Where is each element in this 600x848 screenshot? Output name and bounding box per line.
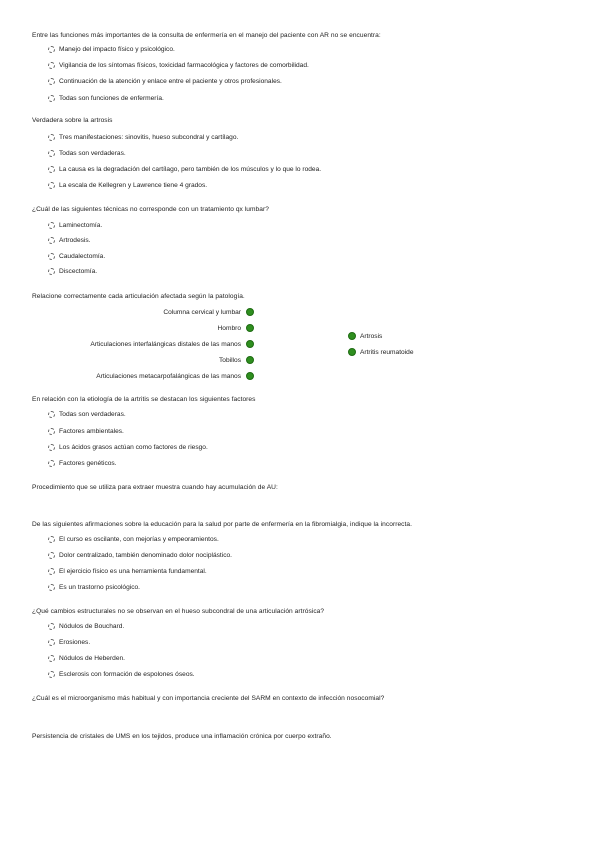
question-3-text: ¿Cuál de las siguientes técnicas no corresponde con un tratamiento qx lumbar? bbox=[32, 206, 269, 213]
question-7-option-4[interactable]: Es un trastorno psicológico. bbox=[48, 584, 140, 591]
match-dot-icon[interactable] bbox=[246, 308, 254, 316]
question-5-option-4[interactable]: Factores genéticos. bbox=[48, 460, 117, 467]
open-question-1-text: Procedimiento que se utiliza para extraer muestra cuando hay acumulación de AU: bbox=[32, 484, 278, 491]
match-right-item-1[interactable]: Artrosis bbox=[348, 332, 382, 340]
question-7-option-1[interactable]: El curso es oscilante, con mejorías y empeoramientos. bbox=[48, 536, 219, 543]
question-5-option-1[interactable]: Todas son verdaderas. bbox=[48, 411, 126, 418]
question-1-option-4[interactable]: Todas son funciones de enfermería. bbox=[48, 95, 164, 102]
question-3-option-1[interactable]: Laminectomía. bbox=[48, 222, 102, 229]
match-dot-icon[interactable] bbox=[348, 348, 356, 356]
question-1-option-2[interactable]: Vigilancia de los síntomas físicos, toxicidad farmacológica y factores de comorbilidad. bbox=[48, 62, 309, 69]
question-2-option-4[interactable]: La escala de Kellegren y Lawrence tiene 4 grados. bbox=[48, 182, 207, 189]
question-8-option-4[interactable]: Esclerosis con formación de espolones óseos. bbox=[48, 671, 195, 678]
question-2-option-3[interactable]: La causa es la degradación del cartílago, pero también de los músculos y lo que lo rodea. bbox=[48, 166, 321, 173]
match-dot-icon[interactable] bbox=[246, 324, 254, 332]
match-dot-icon[interactable] bbox=[246, 340, 254, 348]
question-7-option-3[interactable]: El ejercicio físico es una herramienta fundamental. bbox=[48, 568, 207, 575]
question-1-option-3[interactable]: Continuación de la atención y enlace entre el paciente y otros profesionales. bbox=[48, 78, 282, 85]
radio-icon[interactable] bbox=[48, 460, 55, 467]
radio-icon[interactable] bbox=[48, 444, 55, 451]
match-left-item-1[interactable]: Columna cervical y lumbar bbox=[163, 308, 254, 316]
radio-icon[interactable] bbox=[48, 568, 55, 575]
match-left-item-4[interactable]: Tobillos bbox=[219, 356, 254, 364]
radio-icon[interactable] bbox=[48, 639, 55, 646]
open-question-2-text: ¿Cuál es el microorganismo más habitual y con importancia creciente del SARM en contexto de infección nosocomial? bbox=[32, 695, 385, 702]
radio-icon[interactable] bbox=[48, 134, 55, 141]
radio-icon[interactable] bbox=[48, 78, 55, 85]
question-5-text: En relación con la etiología de la artritis se destacan los siguientes factores bbox=[32, 396, 256, 403]
question-2-text: Verdadera sobre la artrosis bbox=[32, 117, 113, 124]
question-8-option-2[interactable]: Erosiones. bbox=[48, 639, 90, 646]
question-3-option-2[interactable]: Artrodesis. bbox=[48, 237, 91, 244]
radio-icon[interactable] bbox=[48, 95, 55, 102]
question-5-option-2[interactable]: Factores ambientales. bbox=[48, 428, 124, 435]
radio-icon[interactable] bbox=[48, 182, 55, 189]
question-2-option-1[interactable]: Tres manifestaciones: sinovitis, hueso subcondral y cartílago. bbox=[48, 134, 238, 141]
radio-icon[interactable] bbox=[48, 655, 55, 662]
radio-icon[interactable] bbox=[48, 150, 55, 157]
radio-icon[interactable] bbox=[48, 62, 55, 69]
open-question-3-text: Persistencia de cristales de UMS en los tejidos, produce una inflamación crónica por cuerpo extraño. bbox=[32, 733, 332, 740]
question-8-option-3[interactable]: Nódulos de Heberden. bbox=[48, 655, 125, 662]
match-left-item-2[interactable]: Hombro bbox=[218, 324, 254, 332]
radio-icon[interactable] bbox=[48, 237, 55, 244]
question-1-text: Entre las funciones más importantes de la consulta de enfermería en el manejo del paciente con AR no se encuentra: bbox=[32, 32, 381, 39]
match-dot-icon[interactable] bbox=[246, 372, 254, 380]
radio-icon[interactable] bbox=[48, 268, 55, 275]
radio-icon[interactable] bbox=[48, 253, 55, 260]
question-2-option-2[interactable]: Todas son verdaderas. bbox=[48, 150, 126, 157]
match-dot-icon[interactable] bbox=[348, 332, 356, 340]
match-dot-icon[interactable] bbox=[246, 356, 254, 364]
question-8-option-1[interactable]: Nódulos de Bouchard. bbox=[48, 623, 124, 630]
question-5-option-3[interactable]: Los ácidos grasos actúan como factores de riesgo. bbox=[48, 444, 208, 451]
radio-icon[interactable] bbox=[48, 411, 55, 418]
question-8-text: ¿Qué cambios estructurales no se observan en el hueso subcondral de una articulación artrósica? bbox=[32, 608, 325, 615]
radio-icon[interactable] bbox=[48, 536, 55, 543]
question-3-option-3[interactable]: Caudalectomía. bbox=[48, 253, 105, 260]
radio-icon[interactable] bbox=[48, 584, 55, 591]
radio-icon[interactable] bbox=[48, 552, 55, 559]
question-7-text: De las siguientes afirmaciones sobre la educación para la salud por parte de enfermería en la fibromialgia, indique la incorrecta. bbox=[32, 521, 412, 528]
radio-icon[interactable] bbox=[48, 671, 55, 678]
match-left-item-5[interactable]: Articulaciones metacarpofalángicas de las manos bbox=[96, 372, 254, 380]
question-3-option-4[interactable]: Discectomía. bbox=[48, 268, 97, 275]
radio-icon[interactable] bbox=[48, 623, 55, 630]
match-left-item-3[interactable]: Articulaciones interfalángicas distales de las manos bbox=[90, 340, 254, 348]
match-right-item-2[interactable]: Artritis reumatoide bbox=[348, 348, 414, 356]
radio-icon[interactable] bbox=[48, 166, 55, 173]
radio-icon[interactable] bbox=[48, 46, 55, 53]
radio-icon[interactable] bbox=[48, 428, 55, 435]
radio-icon[interactable] bbox=[48, 222, 55, 229]
matching-question-text: Relacione correctamente cada articulación afectada según la patología. bbox=[32, 293, 245, 300]
question-7-option-2[interactable]: Dolor centralizado, también denominado dolor nociplástico. bbox=[48, 552, 232, 559]
question-1-option-1[interactable]: Manejo del impacto físico y psicológico. bbox=[48, 46, 175, 53]
